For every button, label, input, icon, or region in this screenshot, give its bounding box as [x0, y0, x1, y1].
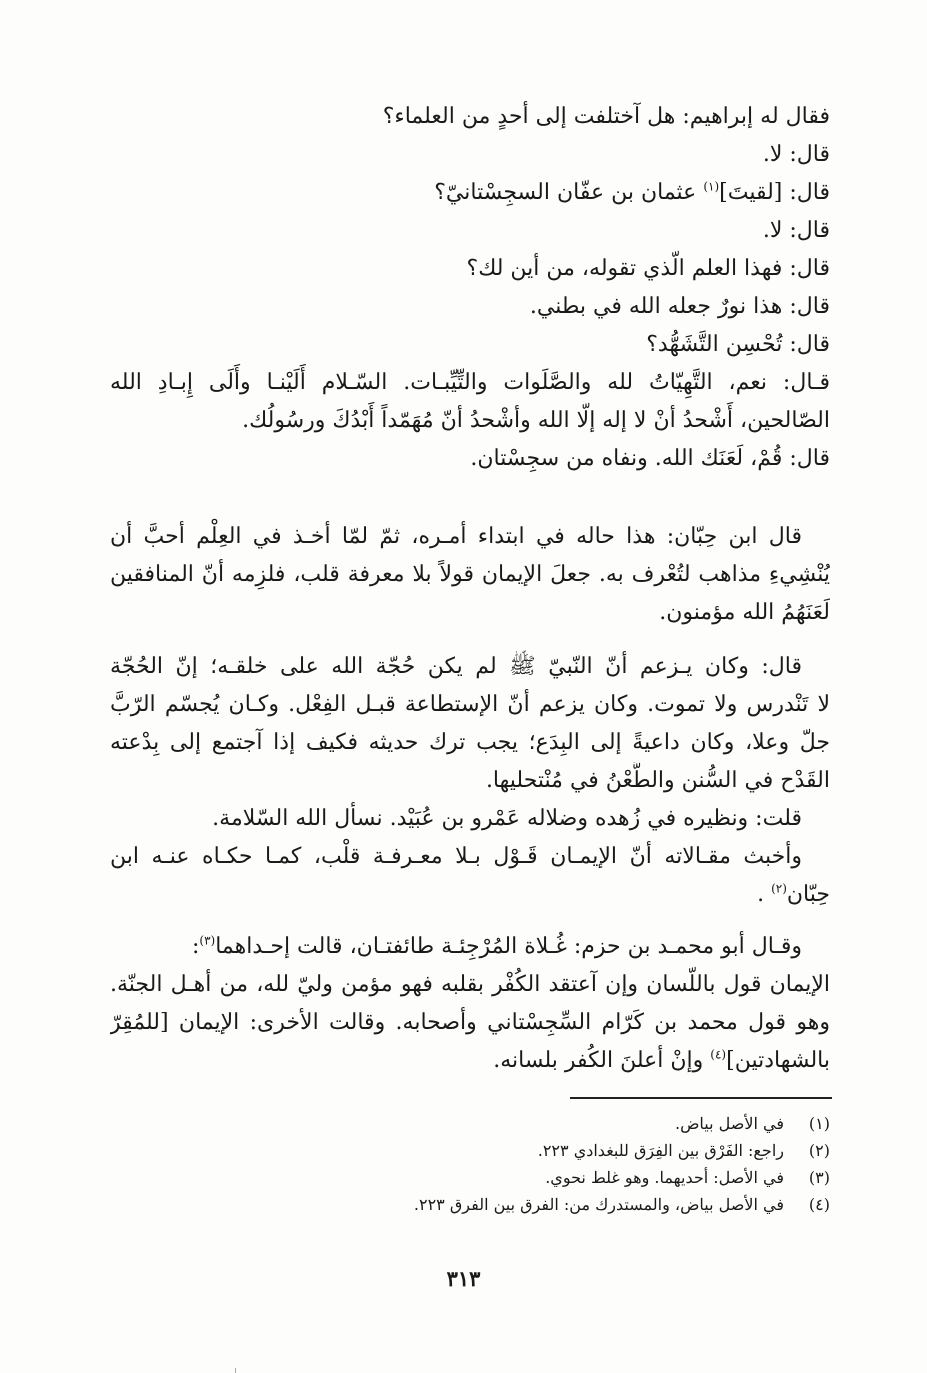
footnote-ref[interactable]: (١) [703, 179, 720, 194]
text-line: الإيمان قول باللّسان وإن آعتقد الكُفْر بقلبه فهو مؤمن وليّ لله، من أهـل الجنّة. [110, 972, 830, 997]
scan-speck [235, 1368, 236, 1373]
footnote-item [110, 1137, 830, 1164]
page-number: ٣١٣ [446, 1266, 481, 1291]
text-line: قال: فهذا العلم الّذي تقوله، من أين لك؟ [466, 256, 830, 281]
text-segment: حِبّان [786, 882, 830, 907]
footnote-text: في الأصل بياض. [674, 1114, 784, 1133]
text-line: قال: لا. [762, 142, 830, 167]
paragraph-ibn-hazm [110, 928, 830, 1080]
footnote-number: (٤) [808, 1195, 830, 1214]
text-segment: وإنْ أعلنَ الكُفر بلسانه. [493, 1048, 704, 1073]
text-segment: عثمان بن عفّان السجِسْتانيّ؟ [434, 180, 697, 205]
text-line: قال: وكان يـزعم أنّ النّبيّ ﷺ لم يكن حُجّة الله على خلقـه؛ إنّ الحُجّة [110, 654, 802, 679]
footnote-number: (٣) [808, 1168, 830, 1187]
footnote-ref[interactable]: (٢) [771, 881, 787, 896]
text-segment: وقـال أبو محمـد بن حزم: غُـلاة المُرْجِئـة طائفتـان، قالت إحـداهما [215, 934, 802, 959]
text-line: جلّ وعلا، وكان داعيةً إلى البِدَع؛ يجب ترك حديثه فكيف إذا آجتمع إلى بِدْعته [110, 730, 830, 755]
dialogue-block [110, 98, 830, 478]
footnote-text: في الأصل: أحديهما. وهو غلط نحوي. [545, 1168, 784, 1187]
text-line [110, 1042, 830, 1080]
footnote-divider [570, 1097, 832, 1099]
footnote-ref[interactable]: (٤) [710, 1047, 727, 1062]
text-line: وأخبث مقـالاته أنّ الإيمـان قَـوْل بـلا معـرفـة قلْب، كمـا حكـاه عنـه ابن [110, 844, 802, 869]
text-line: قال: لا. [762, 218, 830, 243]
text-line: قال: تُحْسِن التَّشَهُّد؟ [646, 332, 830, 357]
footnote-number: (١) [808, 1114, 830, 1133]
text-segment: قال: [لقيتَ] [719, 180, 830, 205]
paragraph-claims [110, 648, 830, 914]
text-line: قـال: نعم، التَّهِيّاتُ لله والصَّلَوات والتِّيِّبـات. السّـلام أَلَيْنـا وأَلَى إِبـادِ الله [110, 370, 830, 395]
text-line: لَعَنَهُمُ الله مؤمنون. [659, 600, 830, 625]
text-line: وهو قول محمد بن كَرّام السِّجِسْتاني وأصحابه. وقالت الأخرى: الإيمان [للمُقِرّ [110, 1010, 830, 1035]
footnote-number: (٢) [808, 1141, 830, 1160]
text-line: قال: قُمْ، لَعَنَك الله. ونفاه من سجِسْتان. [470, 446, 830, 471]
text-line: وقـال أبو محمـد بن حزم: غُـلاة المُرْجِئـة طائفتـان، قالت إحـداهما$^{(٣)}$: [191, 933, 802, 959]
footnote-text: في الأصل بياض، والمستدرك من: الفرق بين الفرق ٢٢٣. [413, 1195, 784, 1214]
text-line: حِبّان$^{(٢)}$ . [757, 881, 830, 907]
text-line: قلت: ونظيره في زُهده وضلاله عَمْرو بن عُبَيْد. نسأل الله السّلامة. [212, 806, 802, 831]
text-line: القَدْح في السُّنن والطَّعْنُ في مُنْتحليها. [485, 768, 830, 793]
text-line: يُنْشِيءِ مذاهب لتُعْرف به. جعلَ الإيمان قولاً بلا معرفة قلب، فلزِمه أنّ المنافقين [110, 562, 830, 587]
text-line: قال ابن حِبّان: هذا حاله في ابتداء أمـره، ثمّ لمّا أخـذ في العِلْم أحبَّ أن [110, 524, 802, 549]
footnote-item [110, 1164, 830, 1191]
footnotes [110, 1110, 830, 1218]
text-line: لا تَنْدرس ولا تموت. وكان يزعم أنّ الإستطاعة قبـل الفِعْل. وكـان يُجسّم الرّبَّ [110, 692, 830, 717]
footnote-text: راجع: الفَرْق بين الفِرَق للبغدادي ٢٢٣. [537, 1141, 784, 1160]
text-line: قال: هذا نورٌ جعله الله في بطني. [529, 294, 830, 319]
text-segment: بالشهادتين] [726, 1048, 830, 1073]
footnote-ref[interactable]: (٣) [199, 933, 216, 948]
text-line: فقال له إبراهيم: هل آختلفت إلى أحدٍ من العلماء؟ [382, 104, 830, 129]
text-line [110, 174, 830, 212]
footnote-item [110, 1110, 830, 1137]
text-line: الصّالحين، أَشْحدُ أنْ لا إله إلّا الله وأشْحدُ أنّ مُهَمّداً أَبْدُكَ ورسُولُك. [242, 408, 830, 433]
paragraph-ibn-hibban [110, 518, 830, 632]
footnote-item [110, 1191, 830, 1218]
